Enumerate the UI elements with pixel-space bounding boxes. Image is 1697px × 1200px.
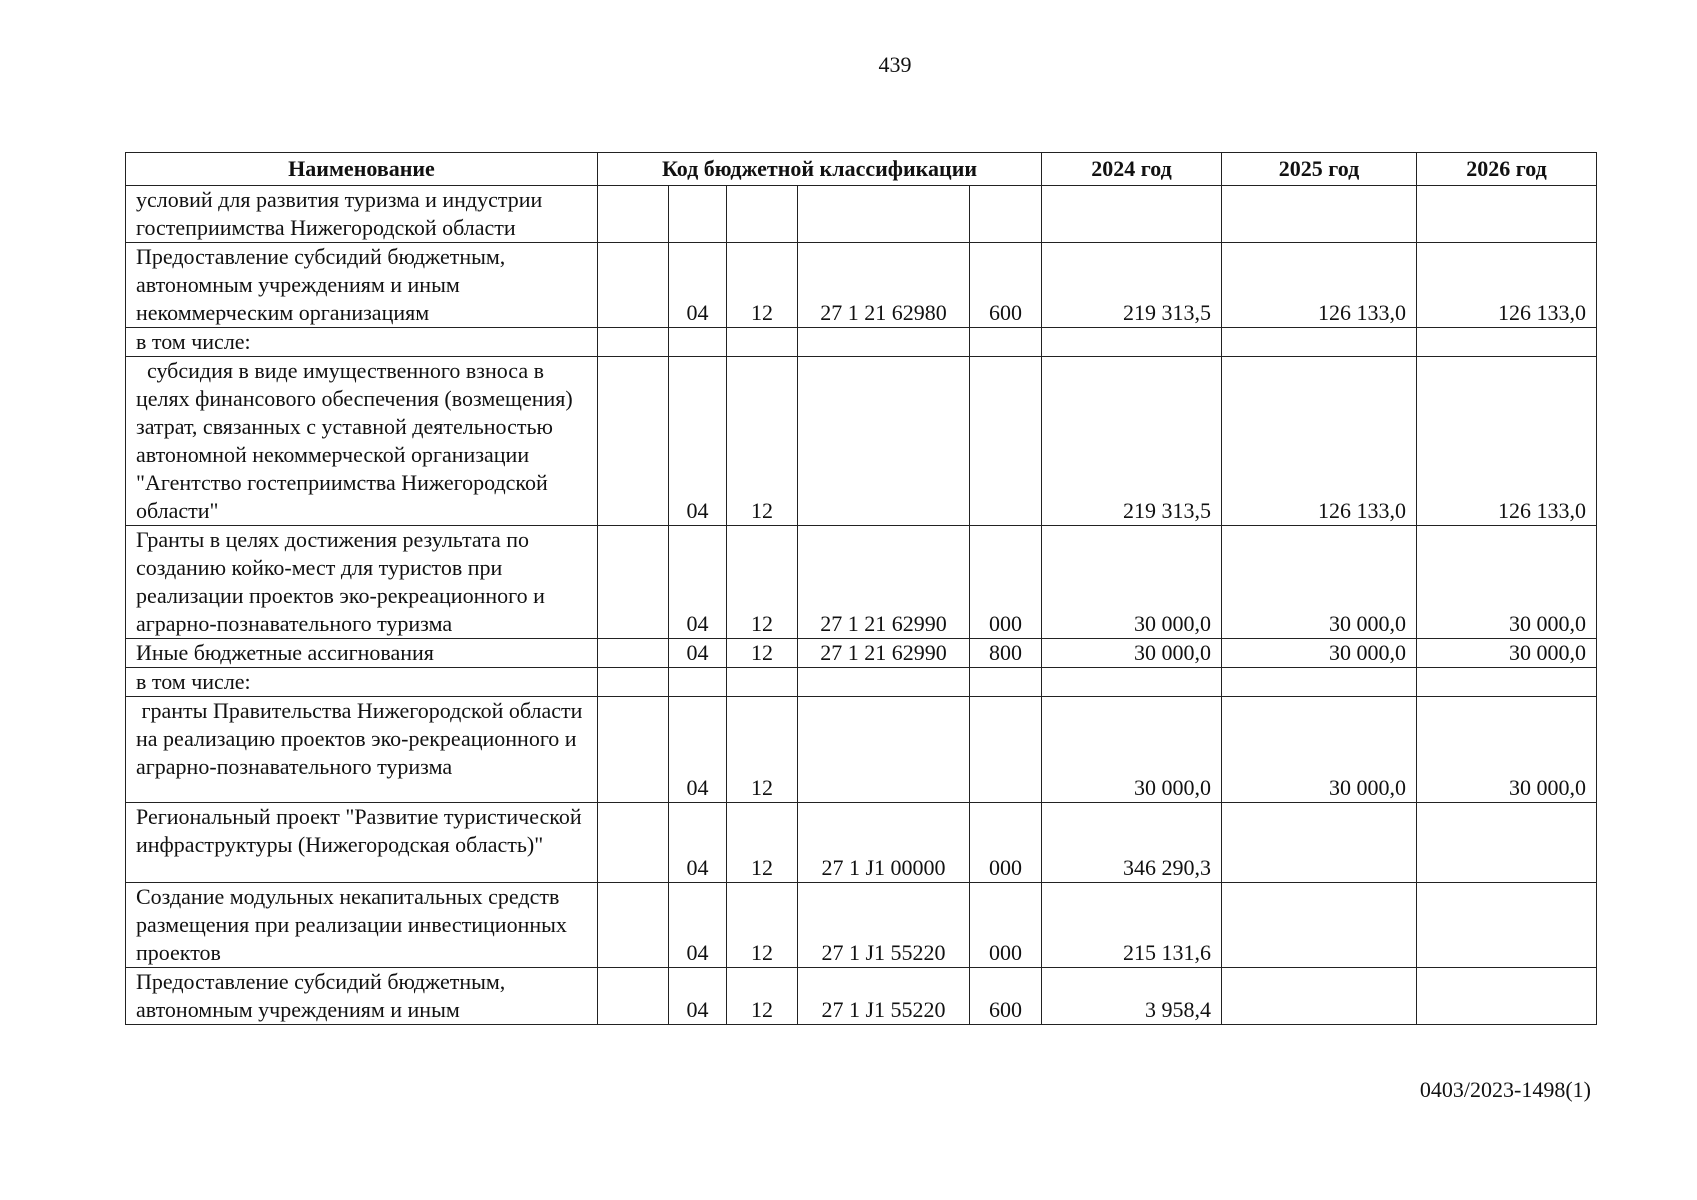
cell-name: Гранты в целях достижения результата по созданию койко-мест для туристов при реализации проектов эко-рекреационного и аграрно-познавательного туризма bbox=[126, 526, 598, 639]
header-code: Код бюджетной классификации bbox=[598, 153, 1042, 186]
cell-2024: 219 313,5 bbox=[1042, 357, 1222, 526]
cell-code-type: 800 bbox=[970, 639, 1042, 668]
cell-code-section bbox=[669, 668, 727, 697]
cell-code-1 bbox=[598, 883, 669, 968]
cell-code-type bbox=[970, 328, 1042, 357]
cell-code-target: 27 1 21 62980 bbox=[798, 243, 970, 328]
cell-code-target: 27 1 21 62990 bbox=[798, 526, 970, 639]
cell-code-type: 000 bbox=[970, 526, 1042, 639]
cell-2025: 126 133,0 bbox=[1222, 243, 1417, 328]
cell-name: Создание модульных некапитальных средств размещения при реализации инвестиционных проектов bbox=[126, 883, 598, 968]
cell-code-section: 04 bbox=[669, 639, 727, 668]
table-row bbox=[126, 186, 1597, 243]
cell-code-subsection bbox=[727, 186, 798, 243]
cell-code-subsection: 12 bbox=[727, 243, 798, 328]
cell-code-subsection: 12 bbox=[727, 803, 798, 883]
cell-code-section: 04 bbox=[669, 697, 727, 803]
cell-code-1 bbox=[598, 803, 669, 883]
cell-2025 bbox=[1222, 328, 1417, 357]
header-2024: 2024 год bbox=[1042, 153, 1222, 186]
cell-code-type: 600 bbox=[970, 243, 1042, 328]
cell-code-target bbox=[798, 357, 970, 526]
cell-code-1 bbox=[598, 243, 669, 328]
cell-code-section: 04 bbox=[669, 357, 727, 526]
cell-code-type: 000 bbox=[970, 883, 1042, 968]
cell-code-subsection bbox=[727, 668, 798, 697]
cell-2024: 30 000,0 bbox=[1042, 697, 1222, 803]
cell-2026: 30 000,0 bbox=[1417, 697, 1597, 803]
cell-name: Предоставление субсидий бюджетным, автономным учреждениям и иным некоммерческим организациям bbox=[126, 243, 598, 328]
cell-name: в том числе: bbox=[126, 668, 598, 697]
cell-2024: 215 131,6 bbox=[1042, 883, 1222, 968]
cell-2026: 30 000,0 bbox=[1417, 639, 1597, 668]
cell-code-section: 04 bbox=[669, 968, 727, 1025]
cell-code-type bbox=[970, 186, 1042, 243]
cell-2026 bbox=[1417, 328, 1597, 357]
cell-2025 bbox=[1222, 668, 1417, 697]
cell-code-subsection: 12 bbox=[727, 968, 798, 1025]
cell-2026: 126 133,0 bbox=[1417, 243, 1597, 328]
cell-name: Региональный проект "Развитие туристической инфраструктуры (Нижегородская область)" bbox=[126, 803, 598, 883]
table-row bbox=[126, 668, 1597, 697]
document-id: 0403/2023-1498(1) bbox=[1419, 1077, 1591, 1102]
cell-name: Предоставление субсидий бюджетным, автономным учреждениям и иным bbox=[126, 968, 598, 1025]
table-row bbox=[126, 526, 1597, 639]
cell-name: в том числе: bbox=[126, 328, 598, 357]
cell-2024 bbox=[1042, 668, 1222, 697]
cell-code-1 bbox=[598, 526, 669, 639]
cell-2025: 126 133,0 bbox=[1222, 357, 1417, 526]
cell-code-section: 04 bbox=[669, 526, 727, 639]
cell-code-type: 600 bbox=[970, 968, 1042, 1025]
cell-name: Иные бюджетные ассигнования bbox=[126, 639, 598, 668]
cell-code-1 bbox=[598, 697, 669, 803]
cell-code-subsection: 12 bbox=[727, 526, 798, 639]
cell-code-section bbox=[669, 328, 727, 357]
cell-code-type bbox=[970, 357, 1042, 526]
table-row bbox=[126, 968, 1597, 1025]
cell-2025 bbox=[1222, 803, 1417, 883]
cell-code-1 bbox=[598, 357, 669, 526]
cell-code-section: 04 bbox=[669, 803, 727, 883]
cell-code-section: 04 bbox=[669, 243, 727, 328]
cell-name: условий для развития туризма и индустрии гостеприимства Нижегородской области bbox=[126, 186, 598, 243]
cell-2025: 30 000,0 bbox=[1222, 639, 1417, 668]
cell-code-subsection: 12 bbox=[727, 639, 798, 668]
page-number: 439 bbox=[878, 52, 912, 77]
cell-code-target: 27 1 J1 00000 bbox=[798, 803, 970, 883]
cell-code-section bbox=[669, 186, 727, 243]
cell-name: гранты Правительства Нижегородской области на реализацию проектов эко-рекреационного и аграрно-познавательного туризма bbox=[126, 697, 598, 803]
table-row bbox=[126, 328, 1597, 357]
cell-2025 bbox=[1222, 883, 1417, 968]
header-2025: 2025 год bbox=[1222, 153, 1417, 186]
cell-2024 bbox=[1042, 186, 1222, 243]
cell-2026 bbox=[1417, 883, 1597, 968]
table-row bbox=[126, 803, 1597, 883]
cell-2024: 3 958,4 bbox=[1042, 968, 1222, 1025]
cell-2026: 30 000,0 bbox=[1417, 526, 1597, 639]
table-row bbox=[126, 639, 1597, 668]
cell-2024: 30 000,0 bbox=[1042, 639, 1222, 668]
cell-code-subsection: 12 bbox=[727, 883, 798, 968]
cell-code-target: 27 1 J1 55220 bbox=[798, 968, 970, 1025]
cell-2025 bbox=[1222, 968, 1417, 1025]
cell-code-target bbox=[798, 668, 970, 697]
cell-2025 bbox=[1222, 186, 1417, 243]
cell-code-target: 27 1 21 62990 bbox=[798, 639, 970, 668]
budget-table bbox=[125, 152, 1597, 1025]
cell-2024: 346 290,3 bbox=[1042, 803, 1222, 883]
cell-code-target bbox=[798, 186, 970, 243]
cell-code-type: 000 bbox=[970, 803, 1042, 883]
cell-code-target bbox=[798, 328, 970, 357]
cell-2025: 30 000,0 bbox=[1222, 526, 1417, 639]
cell-2026: 126 133,0 bbox=[1417, 357, 1597, 526]
header-name: Наименование bbox=[126, 153, 598, 186]
cell-code-target bbox=[798, 697, 970, 803]
header-row bbox=[126, 153, 1597, 186]
cell-code-subsection: 12 bbox=[727, 697, 798, 803]
cell-2024 bbox=[1042, 328, 1222, 357]
header-2026: 2026 год bbox=[1417, 153, 1597, 186]
cell-2024: 30 000,0 bbox=[1042, 526, 1222, 639]
cell-code-subsection bbox=[727, 328, 798, 357]
table-row bbox=[126, 357, 1597, 526]
cell-2026 bbox=[1417, 968, 1597, 1025]
cell-2026 bbox=[1417, 186, 1597, 243]
cell-code-type bbox=[970, 668, 1042, 697]
cell-name: субсидия в виде имущественного взноса в целях финансового обеспечения (возмещения) затрат, связанных с уставной деятельностью автономной некоммерческой организации "Агентство гостеприимства Нижегородской области" bbox=[126, 357, 598, 526]
table-row bbox=[126, 697, 1597, 803]
cell-code-1 bbox=[598, 968, 669, 1025]
cell-2026 bbox=[1417, 803, 1597, 883]
cell-2026 bbox=[1417, 668, 1597, 697]
cell-code-type bbox=[970, 697, 1042, 803]
cell-2024: 219 313,5 bbox=[1042, 243, 1222, 328]
cell-code-1 bbox=[598, 639, 669, 668]
cell-code-1 bbox=[598, 186, 669, 243]
cell-2025: 30 000,0 bbox=[1222, 697, 1417, 803]
cell-code-target: 27 1 J1 55220 bbox=[798, 883, 970, 968]
cell-code-1 bbox=[598, 328, 669, 357]
table-row bbox=[126, 883, 1597, 968]
cell-code-1 bbox=[598, 668, 669, 697]
cell-code-subsection: 12 bbox=[727, 357, 798, 526]
cell-code-section: 04 bbox=[669, 883, 727, 968]
table-row bbox=[126, 243, 1597, 328]
